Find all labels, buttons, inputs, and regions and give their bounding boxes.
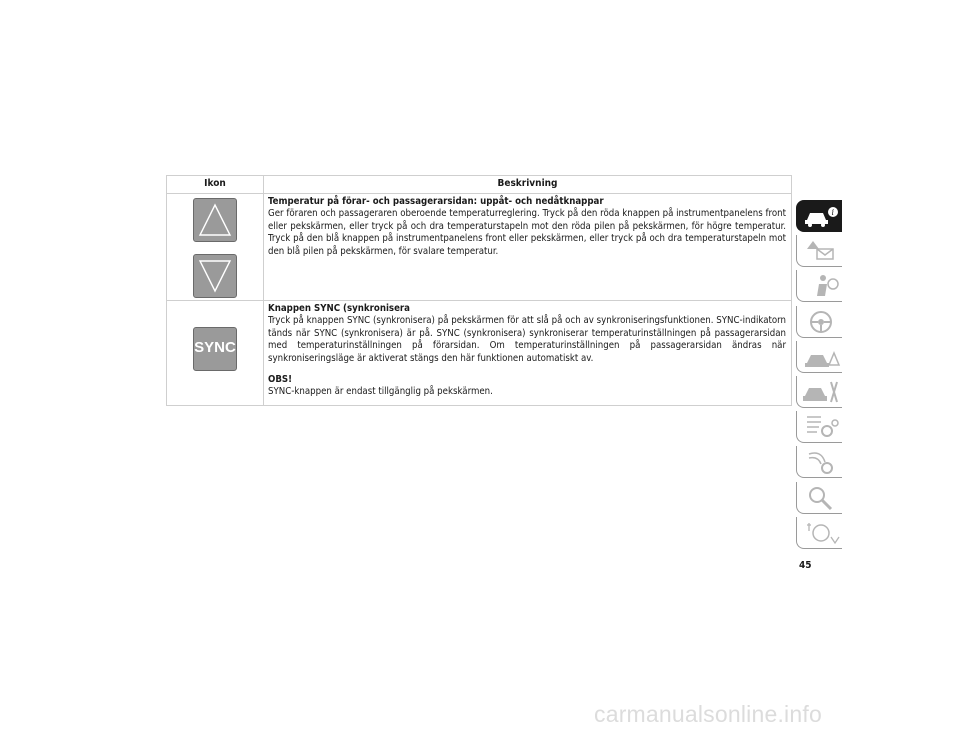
chapter-tabs bbox=[796, 200, 842, 552]
temperature-down-button-icon bbox=[193, 254, 237, 298]
tab-specifications[interactable] bbox=[796, 411, 842, 443]
header-icon: Ikon bbox=[167, 176, 264, 194]
steering-wheel-icon bbox=[801, 308, 841, 336]
tab-language[interactable] bbox=[796, 517, 842, 549]
description-cell bbox=[264, 300, 792, 405]
row-text: Tryck på knappen SYNC (synkronisera) på pekskärmen för att slå på och av synkroniseringsfunktionen. SYNC-indikatorn tänds när SYNC (synkronisera) är på. SYNC (synkronisera) synkroniserar temperaturinställningen på passagerarsidan med temperaturinställningen på förarsidan. Om temperaturinställningen på passagerarsidan ändras när synkroniseringsläge är aktiverat stängs den här funktionen automatiskt av. bbox=[268, 315, 786, 364]
icon-cell bbox=[167, 193, 264, 300]
description-cell bbox=[264, 193, 792, 300]
table-row bbox=[167, 193, 792, 300]
car-info-icon bbox=[801, 202, 841, 230]
triangle-down-icon bbox=[197, 258, 233, 294]
table-header-row bbox=[167, 176, 792, 194]
roadside-breakdown-icon bbox=[801, 343, 841, 371]
temperature-up-button-icon bbox=[193, 198, 237, 242]
triangle-up-icon bbox=[197, 202, 233, 238]
note-text: SYNC-knappen är endast tillgänglig på pekskärmen. bbox=[268, 386, 493, 398]
tab-steering-wheel[interactable] bbox=[796, 306, 842, 338]
row-title: Knappen SYNC (synkronisera bbox=[268, 302, 411, 314]
car-service-tools-icon bbox=[801, 378, 841, 406]
header-description: Beskrivning bbox=[264, 176, 792, 194]
tab-warning-lights[interactable] bbox=[796, 235, 842, 267]
note-title: OBS! bbox=[268, 373, 293, 385]
tab-car-info[interactable] bbox=[796, 200, 842, 232]
tab-multimedia[interactable] bbox=[796, 446, 842, 478]
language-index-icon bbox=[801, 519, 841, 547]
row-text: Ger föraren och passageraren oberoende temperaturreglering. Tryck på den röda knappen på instrumentpanelens front eller pekskärmen, eller tryck på och dra temperaturstapeln mot den röda pilen på pekskärmen, för högre temperatur. Tryck på den blå knappen på instrumentpanelens front eller pekskärmen, eller tryck på och dra temperaturstapeln mot den blå pilen på pekskärmen, för svalare temperatur. bbox=[268, 208, 786, 257]
controls-table bbox=[166, 175, 792, 406]
airbag-seatbelt-icon bbox=[801, 272, 841, 300]
svg-text:i: i bbox=[831, 208, 835, 217]
table-row bbox=[167, 300, 792, 405]
search-index-icon bbox=[801, 484, 841, 512]
multimedia-icon bbox=[801, 448, 841, 476]
tab-search[interactable] bbox=[796, 482, 842, 514]
icon-cell bbox=[167, 300, 264, 405]
tab-airbag-seatbelt[interactable] bbox=[796, 270, 842, 302]
watermark: carmanualsonline.info bbox=[594, 701, 822, 727]
specifications-gears-icon bbox=[801, 413, 841, 441]
sync-button-icon: SYNC bbox=[193, 327, 237, 371]
tab-roadside[interactable] bbox=[796, 341, 842, 373]
page-number: 45 bbox=[799, 560, 812, 571]
warning-lights-icon bbox=[801, 237, 841, 265]
tab-service[interactable] bbox=[796, 376, 842, 408]
row-title: Temperatur på förar- och passagerarsidan: uppåt- och nedåtknappar bbox=[268, 195, 604, 207]
